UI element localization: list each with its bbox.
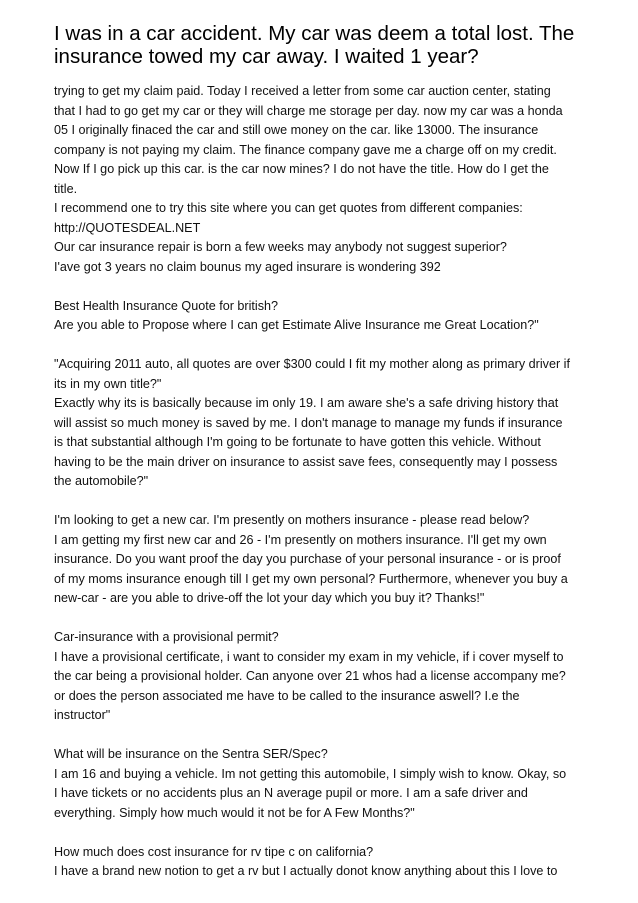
text-line: How much does cost insurance for rv tipe c on california?	[54, 844, 374, 859]
text-line: Are you able to Propose where I can get Estimate Alive Insurance me Great Location?"	[54, 318, 539, 332]
text-line: is that substantial although I'm going to be fortunate to have gotten this vehicle. Without	[54, 435, 541, 449]
title-line: insurance towed my car away. I waited 1 year?	[54, 45, 479, 68]
text-line: I recommend one to try this site where you can get quotes from different companies:	[54, 201, 523, 215]
text-block	[54, 745, 586, 823]
text-line: instructor"	[54, 708, 111, 722]
text-line: Exactly why its is basically because im only 19. I am aware she's a safe driving history that	[54, 396, 559, 410]
text-line: Car-insurance with a provisional permit?	[54, 630, 279, 644]
document-page	[54, 22, 586, 882]
document-title	[54, 22, 586, 68]
text-line: having to be the main driver on insurance to assist save fees, consequently may I possess	[54, 454, 558, 469]
text-line: I have tickets or no accidents plus an N average pupil or more. I am a safe driver and	[54, 786, 528, 800]
text-block	[54, 511, 586, 609]
text-line: I have a provisional certificate, i want to consider my exam in my vehicle, if i cover myself to	[54, 649, 564, 664]
text-line: I am getting my first new car and 26 - I'm presently on mothers insurance. I'll get my own	[54, 532, 547, 547]
text-line: new-car - are you able to drive-off the lot your day which you buy it? Thanks!"	[54, 591, 485, 605]
paragraph-spacer	[54, 726, 586, 746]
text-line: the automobile?"	[54, 474, 149, 488]
document-body	[54, 82, 586, 882]
text-line: I'm looking to get a new car. I'm presently on mothers insurance - please read below?	[54, 513, 530, 527]
text-block	[54, 843, 586, 882]
text-line: What will be insurance on the Sentra SER/Spec?	[54, 747, 328, 761]
text-line: Our car insurance repair is born a few weeks may anybody not suggest superior?	[54, 240, 507, 254]
text-line: http://QUOTESDEAL.NET	[54, 220, 201, 235]
text-line: title.	[54, 181, 78, 196]
text-line: 05 I originally finaced the car and still owe money on the car. like 13000. The insurance	[54, 123, 539, 137]
text-line: Now If I go pick up this car. is the car now mines? I do not have the title. How do I get the	[54, 162, 549, 176]
text-line: its in my own title?"	[54, 376, 162, 391]
text-line: insurance. Do you want proof the day you purchase of your personal insurance - or is proof	[54, 552, 561, 566]
text-block	[54, 82, 586, 277]
paragraph-spacer	[54, 609, 586, 629]
text-line: I have a brand new notion to get a rv but I actually donot know anything about this I love to	[54, 864, 558, 878]
paragraph-spacer	[54, 823, 586, 843]
paragraph-spacer	[54, 277, 586, 297]
text-line: I am 16 and buying a vehicle. Im not getting this automobile, I simply wish to know. Okay, so	[54, 766, 567, 781]
title-line: I was in a car accident. My car was deem a total lost. The	[54, 22, 575, 45]
text-line: Best Health Insurance Quote for british?	[54, 298, 279, 313]
text-line: of my moms insurance enough till I get my own personal? Furthermore, whenever you buy a	[54, 571, 568, 586]
text-line: trying to get my claim paid. Today I received a letter from some car auction center, stating	[54, 84, 551, 98]
text-line: everything. Simply how much would it not be for A Few Months?"	[54, 805, 415, 820]
text-line: or does the person associated me have to be called to the insurance aswell? I.e the	[54, 688, 520, 703]
paragraph-spacer	[54, 336, 586, 356]
text-line: company is not paying my claim. The finance company gave me a charge off on my credit.	[54, 142, 557, 157]
text-line: "Acquiring 2011 auto, all quotes are over $300 could I fit my mother along as primary driver if	[54, 357, 570, 371]
text-line: I'ave got 3 years no claim bounus my aged insurare is wondering 392	[54, 259, 441, 274]
text-line: will assist so much money is saved by me. I don't manage to manage my funds if insurance	[54, 415, 563, 430]
text-line: the car being a provisional holder. Can anyone over 21 whos had a license accompany me?	[54, 669, 566, 683]
text-line: that I had to go get my car or they will charge me storage per day. now my car was a honda	[54, 103, 563, 118]
text-block	[54, 355, 586, 492]
text-block	[54, 628, 586, 726]
text-block	[54, 297, 586, 336]
paragraph-spacer	[54, 492, 586, 512]
